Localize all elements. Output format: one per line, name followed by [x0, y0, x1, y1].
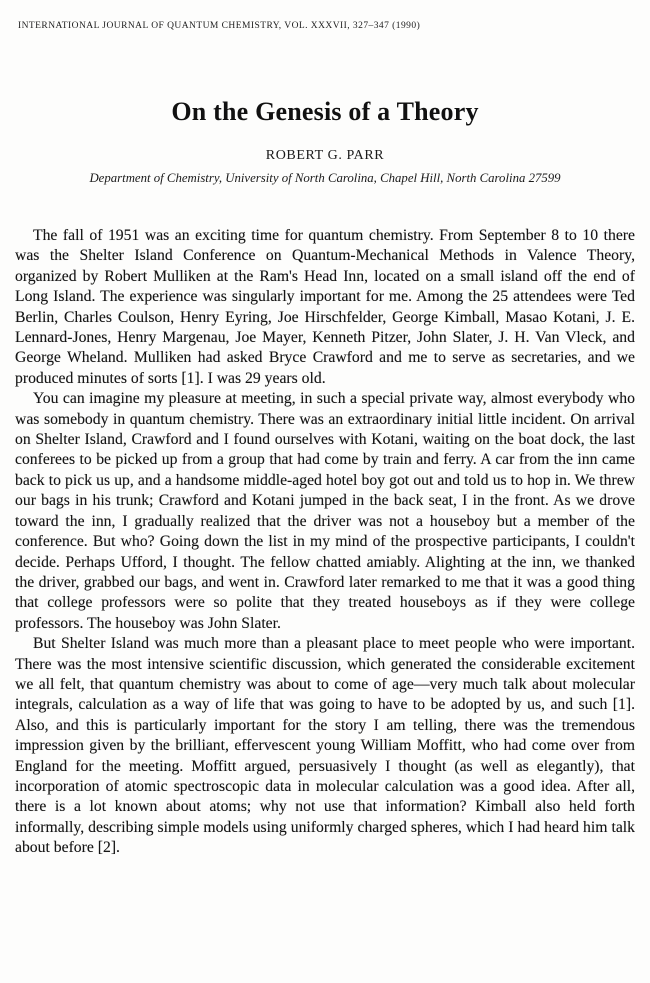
article-body	[0, 226, 650, 859]
paragraph-houseboy-anecdote: You can imagine my pleasure at meeting, in such a special private way, almost everybody who was somebody in quantum chemistry. There was an extraordinary initial little incident. On arrival on Shelter Island, Crawford and I found ourselves with Kotani, waiting on the boat dock, the last conferees to be picked up from a group that had come by train and ferry. A car from the inn came back to pick us up, and a handsome middle-aged hotel boy got out and told us to hop in. We threw our bags in his trunk; Crawford and Kotani jumped in the back seat, I in the front. As we drove toward the inn, I gradually realized that the driver was not a houseboy but a member of the conference. But who? Going down the list in my mind of the prospective participants, I couldn't decide. Perhaps Ufford, I thought. The fellow chatted amiably. Alighting at the inn, we thanked the driver, grabbed our bags, and went in. Crawford later remarked to me that it was a good thing that college professors were so polite that they treated houseboys as if they were college professors. The houseboy was John Slater.	[15, 390, 635, 632]
running-head: INTERNATIONAL JOURNAL OF QUANTUM CHEMISTRY, VOL. XXXVII, 327–347 (1990)	[18, 21, 421, 31]
paragraph-shelter-island-conference: The fall of 1951 was an exciting time for quantum chemistry. From September 8 to 10 there was the Shelter Island Conference on Quantum-Mechanical Methods in Valence Theory, organized by Robert Mulliken at the Ram's Head Inn, located on a small island off the end of Long Island. The experience was singularly important for me. Among the 25 attendees were Ted Berlin, Charles Coulson, Henry Eyring, Joe Hirschfelder, George Kimball, Masao Kotani, J. E. Lennard-Jones, Henry Margenau, Joe Mayer, Kenneth Pitzer, John Slater, J. H. Van Vleck, and George Wheland. Mulliken had asked Bryce Crawford and me to serve as secretaries, and we produced minutes of sorts [1]. I was 29 years old.	[15, 227, 635, 387]
author-affiliation: Department of Chemistry, University of North Carolina, Chapel Hill, North Carolina 27599	[89, 171, 561, 185]
author-name: ROBERT G. PARR	[265, 148, 385, 163]
paragraph-scientific-discussion: But Shelter Island was much more than a pleasant place to meet people who were important. There was the most intensive scientific discussion, which generated the considerable excitement we all felt, that quantum chemistry was about to come of age—very much talk about molecular integrals, calculation as a way of life that was going to have to be adopted by us, and such [1]. Also, and this is particularly important for the story I am telling, there was the tremendous impression given by the brilliant, effervescent young William Moffitt, who had come over from England for the meeting. Moffitt argued, persuasively I thought (as well as elegantly), that incorporation of atomic spectroscopic data in molecular calculation was a good idea. After all, there is a lot known about atoms; why not use that information? Kimball also held forth informally, describing simple models using uniformly charged spheres, which I had heard him talk about before [2].	[15, 635, 635, 857]
article-title: On the Genesis of a Theory	[171, 97, 479, 126]
